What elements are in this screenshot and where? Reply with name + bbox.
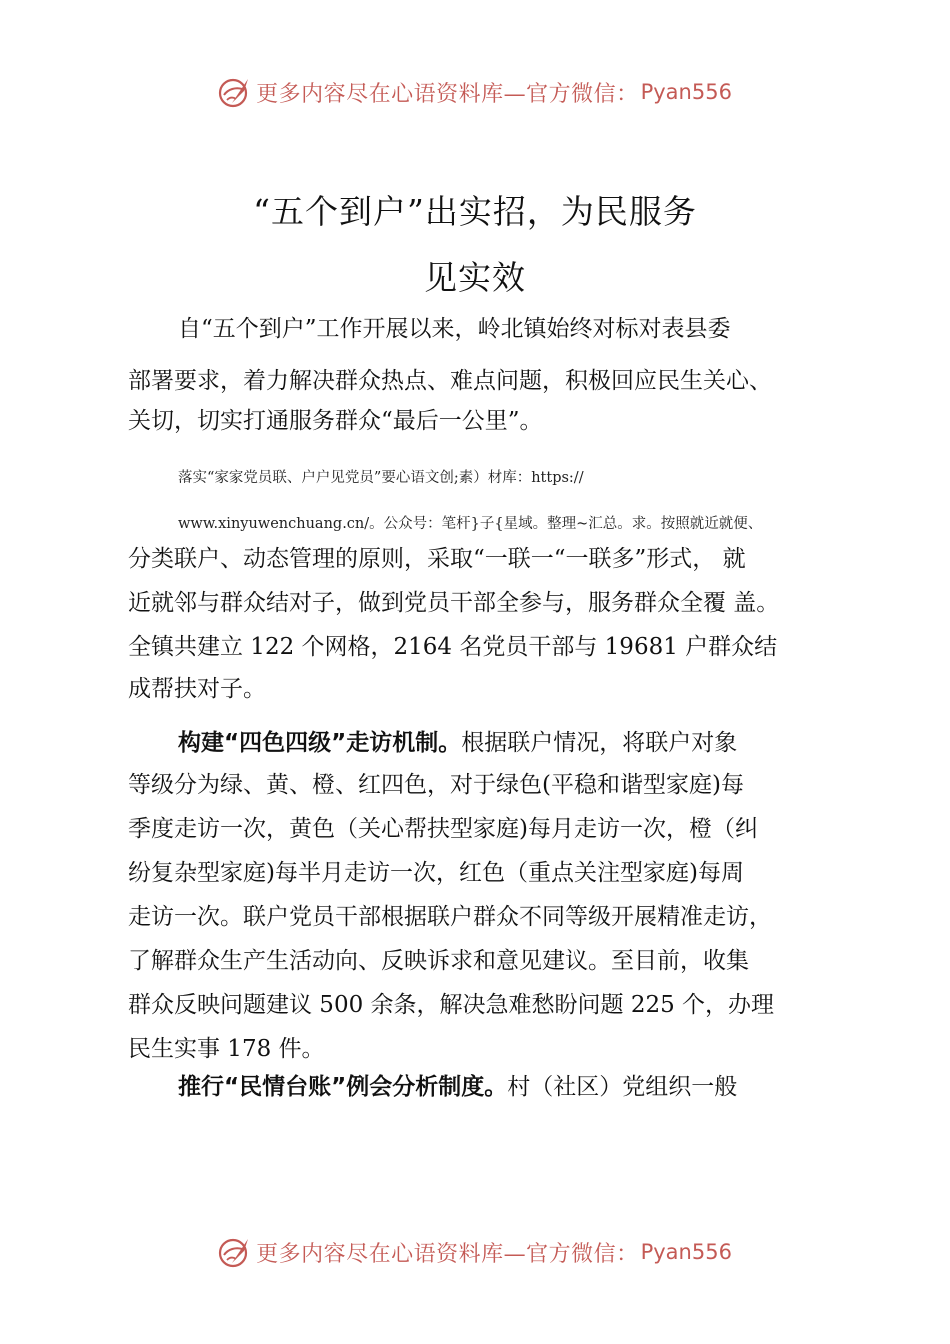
section2-first-line-rest: 根据联户情况，将联户对象 (461, 730, 738, 756)
intro-line-3: 关切，切实打通服务群众“最后一公里”。 (128, 408, 543, 434)
section2-line-5: 了解群众生产生活动向、反映诉求和意见建议。至目前，收集 (128, 948, 749, 974)
section2-line-6: 群众反映问题建议 500 余条，解决急难愁盼问题 225 个，办理 (128, 992, 775, 1018)
intro-line-2: 部署要求，着力解决群众热点、难点问题，积极回应民生关心、 (128, 368, 772, 394)
quill-logo-icon (218, 75, 252, 109)
banner-text: 更多内容尽在心语资料库—官方微信： (256, 81, 639, 107)
section3-heading: 推行“民情台账”例会分析制度。 (178, 1074, 508, 1100)
section2-first-line (178, 728, 737, 758)
section3-first-line-rest: 村（社区）党组织一般 (507, 1074, 738, 1100)
section2-line-2: 季度走访一次，黄色（关心帮扶型家庭)每月走访一次，橙（纠 (128, 816, 758, 842)
note-line-2: www.xinyuwenchuang.cn/。公众号：笔杆}子{星域。整理~汇总。求。按照就近就便、 (178, 516, 763, 532)
banner-wechat-id: Pyan556 (640, 80, 732, 104)
section3-first-line (178, 1072, 737, 1102)
section2-line-7: 民生实事 178 件。 (128, 1036, 325, 1062)
section1-line-1: 分类联户、动态管理的原则，采取“一联一“一联多”形式， 就 (128, 546, 746, 572)
intro-line-1: 自“五个到户”工作开展以来，岭北镇始终对标对表县委 (178, 316, 731, 342)
header-banner (0, 72, 950, 112)
banner-text: 更多内容尽在心语资料库—官方微信： (256, 1241, 639, 1267)
note-line-1: 落实“家家党员联、户户见党员”要心语文创;素）材库：https:// (178, 470, 584, 486)
section2-line-4: 走访一次。联户党员干部根据联户群众不同等级开展精准走访， (128, 904, 772, 930)
section1-line-2: 近就邻与群众结对子，做到党员干部全参与，服务群众全覆 盖。 (128, 590, 780, 616)
section1-line-3: 全镇共建立 122 个网格，2164 名党员干部与 19681 户群众结 (128, 634, 778, 660)
document-title-line2: 见实效 (424, 258, 526, 297)
footer-banner (0, 1232, 950, 1272)
quill-logo-icon (218, 1235, 252, 1269)
banner-wechat-id: Pyan556 (640, 1240, 732, 1264)
section2-line-3: 纷复杂型家庭)每半月走访一次，红色（重点关注型家庭)每周 (128, 860, 744, 886)
document-title-line1: “五个到户”出实招，为民服务 (253, 192, 697, 231)
section2-heading: 构建“四色四级”走访机制。 (178, 730, 462, 756)
section1-line-4: 成帮扶对子。 (128, 676, 266, 702)
section2-line-1: 等级分为绿、黄、橙、红四色，对于绿色(平稳和谐型家庭)每 (128, 772, 744, 798)
